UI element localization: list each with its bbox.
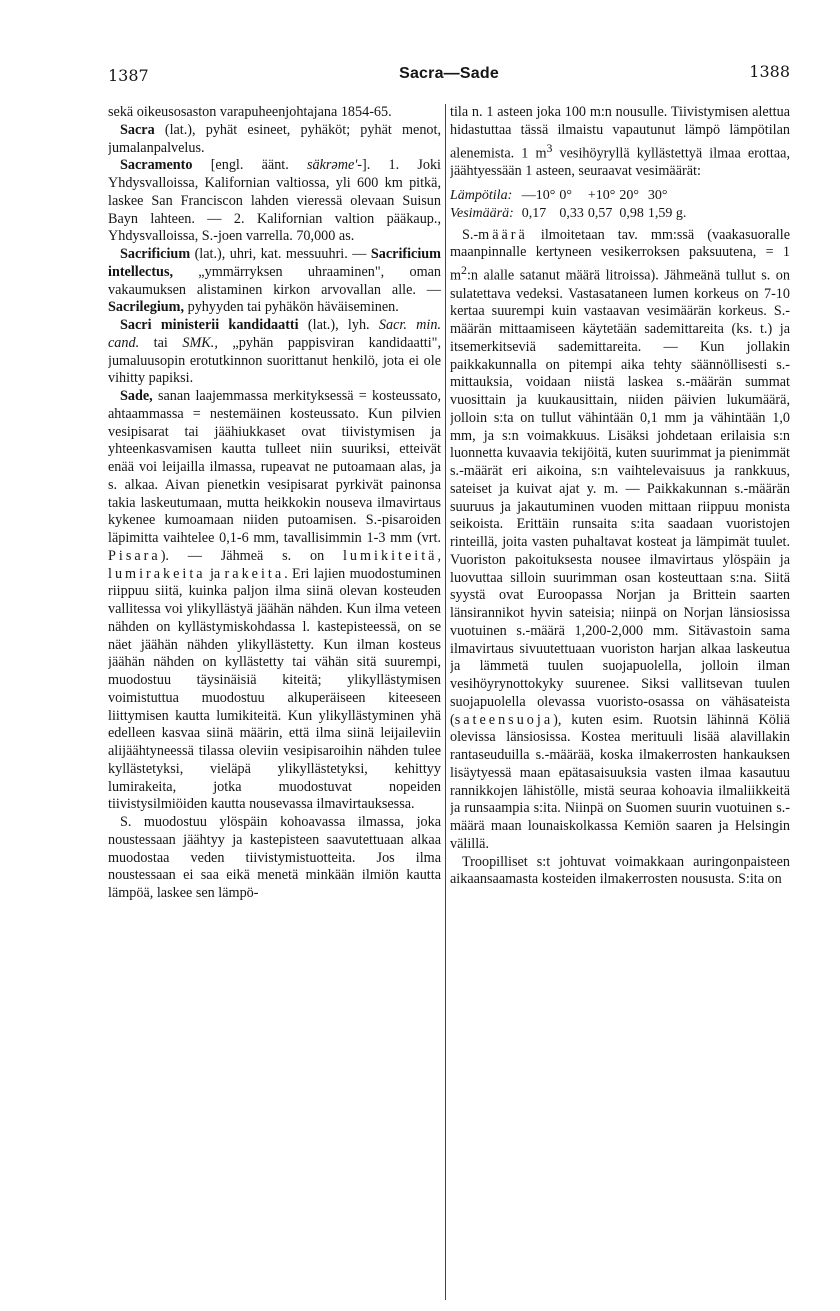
page-number-right: 1388: [749, 62, 790, 81]
column-divider: [445, 104, 446, 1300]
running-title: Sacra—Sade: [399, 65, 499, 82]
left-column: [108, 104, 441, 1294]
paragraph: Troopilliset s:t johtuvat voimakkaan auringonpaisteen aikaansaamasta kosteiden ilmakerrosten noususta. S:ita on: [450, 853, 790, 888]
abbreviation: Sacr. min. cand.: [108, 317, 441, 351]
pronunciation: säkrəme'-: [306, 157, 363, 174]
row-label: Vesimäärä:: [450, 205, 514, 221]
entry-sade: Sade, sanan laajemmassa merkityksessä = kosteussato, ahtaammassa = nestemäinen kosteussato. Kun pilvien vesipisarat tai jäähiukkaset ovat tiivistymisen ja yhteenkasvamisen kautta tulleet niin suuriksi, etteivät enää voi leijailla ilmassa, rupeavat ne putoamaan alas, ja s. alkaa. Aivan pienetkin vesipisarat pyrkivät painonsa takia laskeutumaan, mutta heikkokin nouseva ilmavirtaus kykenee kumoamaan niiden putoamisen. S.-pisaroiden läpimitta vaihtelee 0,1-6 mm, tavallisimmin 1-3 mm (vrt. Pisara). — Jähmeä s. on lumikiteitä, lumirakeita ja rakeita. Eri lajien muodostuminen riippuu siitä, kuinka paljon ilma siinä olevan kosteuden vallitessa voi ylikyllästyä jäähän nähden. Kun ilma veteen nähden on kyllästymiskohdassa l. kastepisteessä, on se näet jäähän nähden ylikyllästetty. Kun ilman kosteus jäähän nähden on kyllästetty tai vähän sitä suurempi, muodostuu täysinäisiä kiteitä; ylikyllästymisen voimistuttua muodostuu alkuperäiseen kiteeseen liittymisen kautta lumikiteitä. Kun ylikyllästyminen yhä edelleen kasvaa siinä määrin, että ilma siinä leijaileviin alijäähtyneessä tilassa oleviin vesipisaroihin nähden tulee kyllästetyksi, vieläpä ylikyllästetyksi, kehittyy lumirakeita, jotka muodostuvat nopeiden tiivistysilmiöiden kautta nousevassa ilmavirtauksessa.: [108, 388, 441, 813]
headword: Sacri ministerii kandidaatti: [120, 317, 299, 333]
water-amount-table: [450, 187, 690, 223]
table-row: Vesimäärä: 0,17 0,33 0,57 0,98 1,59 g.: [450, 205, 687, 221]
entry-sacrificium: Sacrificium (lat.), uhri, kat. messuuhri. — Sacrificium intellectus, „ymmärryksen uhraaminen", oman vakaumuksen alistaminen kirkon arvovallan alle. — Sacrilegium, pyhyyden tai pyhäkön häväiseminen.: [108, 246, 441, 316]
headword: Sacra: [120, 121, 155, 138]
page-header: [108, 62, 790, 92]
entry-sacramento: Sacramento [engl. äänt. säkrəme'-]. 1. Joki Yhdysvalloissa, Kalifornian valtiossa, yli 600 km pitkä, laskee San Franciscon lahden vieressä olevaan Suisun Bayn lahteen. — 2. Kalifornian valtion pääkaup., Yhdysvalloissa, S.-joen varrella. 70,000 as.: [108, 157, 441, 245]
page-number-left: 1387: [108, 66, 149, 85]
headword: Sacrilegium,: [108, 299, 185, 316]
entry-sacri-ministerii: Sacri ministerii kandidaatti (lat.), lyh. Sacr. min. cand. tai SMK., „pyhän pappisviran kandidaatti", jumaluusopin erotutkinnon suorittanut henkilö, jota ei ole vihitty papiksi.: [108, 317, 441, 387]
table-row: Lämpötila: —10° 0° +10° 20° 30°: [450, 187, 668, 203]
headword: Sacramento: [120, 157, 193, 174]
row-label: Lämpötila:: [450, 187, 513, 203]
paragraph: S.-määrä ilmoitetaan tav. mm:ssä (vaakasuoralle maanpinnalle kertyneen vesikerroksen paksuutena, = 1 $m^2:n$ alalle satanut määrä litroissa). Jähmeänä tullut s. on sulatettava vedeksi. Vastasataneen lumen korkeus on 7-10 kertaa suurempi kuin vastaavan vesimäärän korkeus. S.-määrän mittaamiseen käytetään sademittareita (ks. t.) ja itsemerkitseviä sademittareita. — Kun jollakin paikkakunnalla on pitempi aika tehty säännöllisesti s.-mittauksia, voidaan niistä laskea s.-määrän summat vuosittain ja kuukausittain, niiden päivien lukumäärä, jolloin s:ta on tullut vähintään 0,1 mm ja vähintään 1,0 mm, ja s:n voimakkuus. Lisäksi johdetaan erilaisia s:n luonnetta kuvaavia tekijöitä, kuten suurimmat ja pienimmät s.-määrät eri aikoina, s:n vaihtelevaisuus ja rankkuus, sateiset ja kuivat ajat y. m. — Paikkakunnan s.-määrän suuruus ja jakautuminen vuoden mittaan riippuu monista seikoista. Erittäin runsaita s:ita saadaan vuoristojen rinteillä, joita vasten puhaltavat kosteat ja lämpimät tuulet. Vuoriston pakoituksesta nousee ilmavirtaus ylöspäin ja luovuttaa silloin suurimman osan kosteuttaan s:na. Siitä syystä ovat Euroopassa Norjan ja Brittein saarten länsirannikot hyvin sateisia; niinpä on Norjan länsiosissa vuotuinen s.-määrä 1,200-2,000 mm. Sitävastoin sama ilmavirtaus sivuutettuaan vuoriston harjan alkaa laskeutua ja lämmetä tuulen suojapuolella, jolloin ilman vesihöyrynottokyky suurenee. Siksi vallitsevan tuulen suojapuolella olevassa vuoristo-osassa on vähäsateista (sateensuoja), kuten esim. Ruotsin lähinnä Köliä olevissa länsiosissa. Kostea merituuli lisää alavillakin rantaseuduilla s.-määrää, koska ilmakerrosten hankauksen lisäytyessä maan epätasaisuuksia vasten ilmaa kasautuu rannikkojen lähistölle, mistä seuraa kohoavia ilmaliikkeitä ja runsaampia s:ita. Niinpä on Suomen suurin vuotuinen s.-määrä maan lounaiskolkassa Kemiön saaren ja Helsingin välillä.: [450, 226, 790, 852]
headword: Sade,: [120, 388, 153, 404]
continued-paragraph: sekä oikeusosaston varapuheenjohtajana 1854-65.: [108, 104, 392, 120]
paragraph: S. muodostuu ylöspäin kohoavassa ilmassa, joka noustessaan jäähtyy ja kastepisteen saavutettuaan alkaa muodostaa veden tiivistymistuotteita. Jos ilma noustessaan ei saa eikä menetä minkään ilmiön kautta lämpöä, laskee sen lämpö-: [108, 814, 441, 901]
abbreviation: SMK.,: [182, 334, 218, 351]
right-column: [450, 104, 790, 1294]
continued-paragraph: tila n. 1 asteen joka 100 m:n nousulle. Tiivistymisen alettua hidastuttaa tässä ilmaistu vapautunut lämpö lämpötilan alenemista. 1 $m^3$ vesihöyryllä kyllästettyä ilmaa erottaa, jäähtyessään 1 asteen, seuraavat vesimäärät:: [450, 104, 790, 179]
entry-sacra: Sacra (lat.), pyhät esineet, pyhäköt; pyhät menot, jumalanpalvelus.: [108, 121, 441, 156]
headword: Sacrificium: [120, 246, 191, 262]
headword: Sacrificium intellectus,: [108, 246, 441, 280]
